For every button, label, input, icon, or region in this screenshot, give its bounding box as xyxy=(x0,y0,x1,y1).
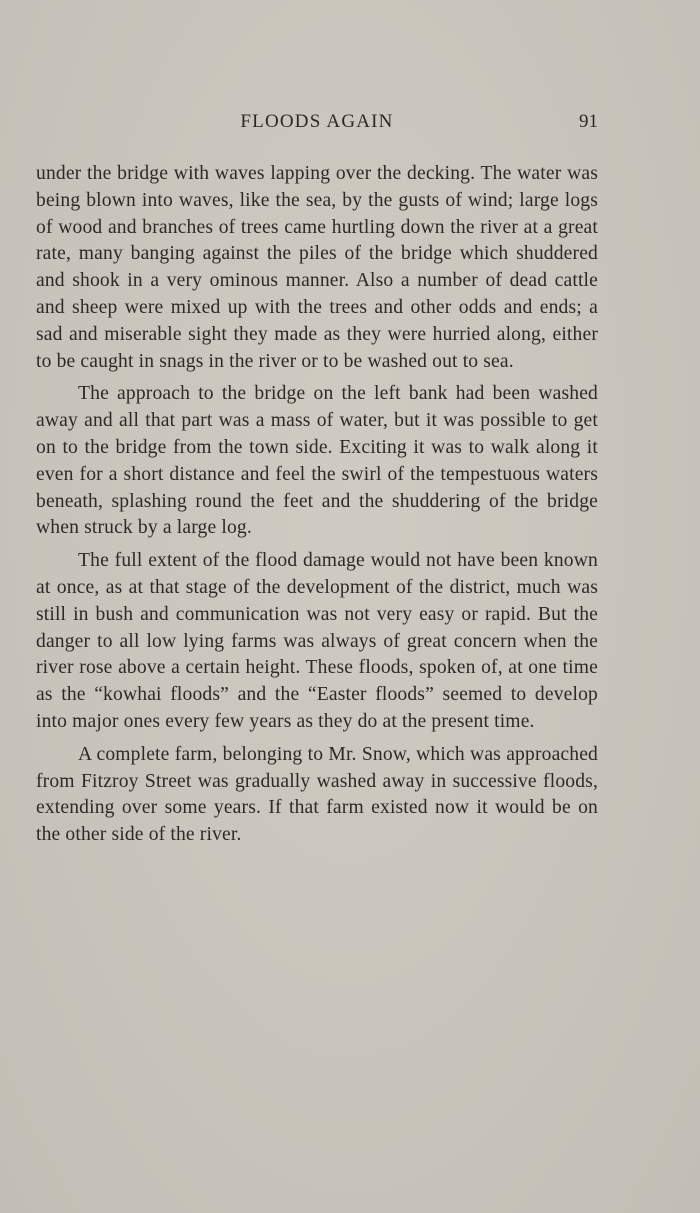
paragraph-flood-damage: The full extent of the flood damage would not have been known at once, as at that stage of the development of the district, much was still in bush and communication was not very easy or rapid. But the danger to all low lying farms was always of great concern when the river rose above a certain height. These floods, spoken of, at one time as the “kowhai floods” and the “Easter floods” seemed to develop into major ones every few years as they do at the present time. xyxy=(36,550,598,732)
paragraph-bridge-approach: The approach to the bridge on the left bank had been washed away and all that part was a mass of water, but it was possible to get on to the bridge from the town side. Exciting it was to walk along it even for a short distance and feel the swirl of the tempestuous waters beneath, splashing round the feet and the shuddering of the bridge when struck by a large log. xyxy=(36,383,598,539)
chapter-title: FLOODS AGAIN xyxy=(240,111,394,132)
body-text xyxy=(36,161,598,849)
page-number: 91 xyxy=(579,111,598,132)
running-head xyxy=(36,107,598,137)
paragraph-snow-farm: A complete farm, belonging to Mr. Snow, which was approached from Fitzroy Street was gradually washed away in successive floods, extending over some years. If that farm existed now it would be on the other side of the river. xyxy=(36,743,598,846)
paragraph-continued: under the bridge with waves lapping over the decking. The water was being blown into waves, like the sea, by the gusts of wind; large logs of wood and branches of trees came hurtling down the river at a great rate, many banging against the piles of the bridge which shuddered and shook in a very ominous manner. Also a number of dead cattle and sheep were mixed up with the trees and other odds and ends; a sad and miserable sight they made as they were hurried along, either to be caught in snags in the river or to be washed out to sea. xyxy=(36,163,598,372)
